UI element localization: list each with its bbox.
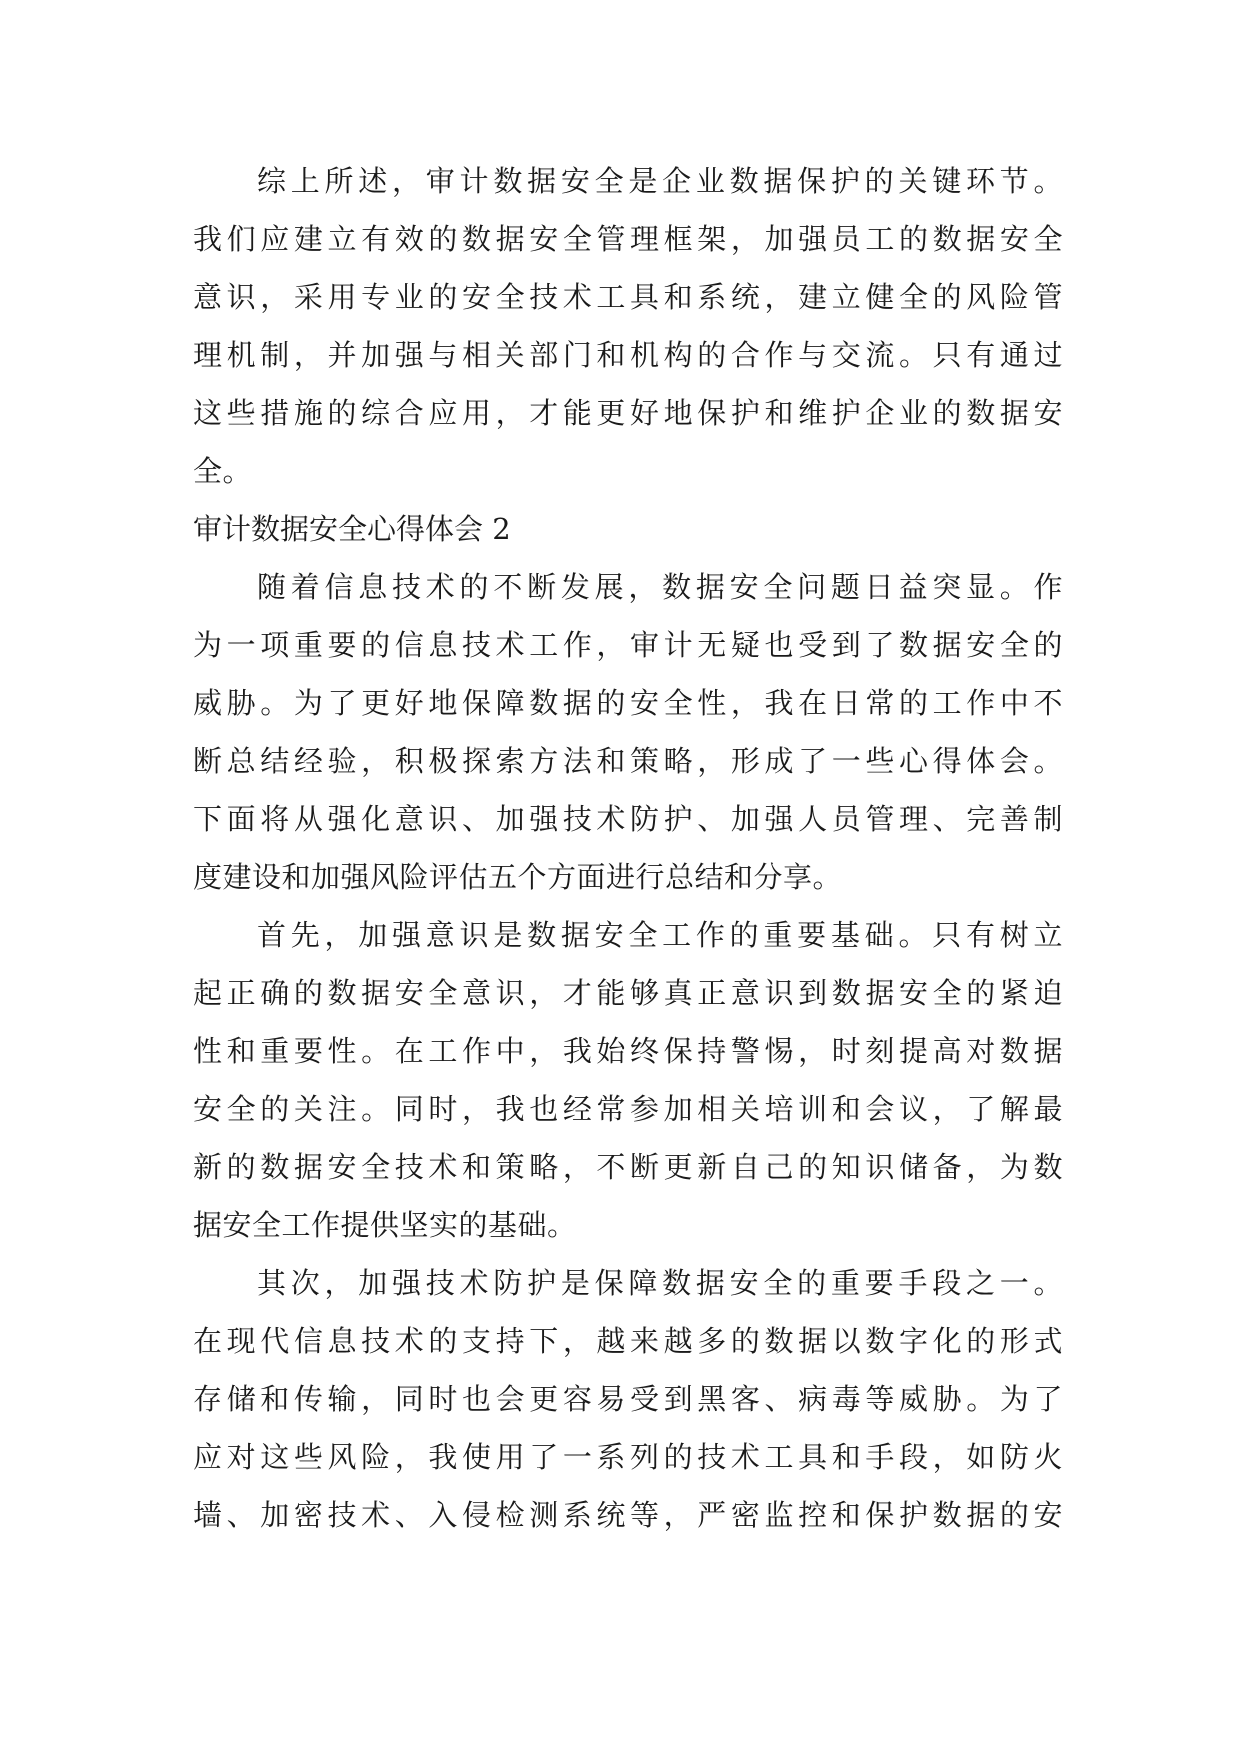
text-line: 存储和传输，同时也会更容易受到黑客、病毒等威胁。为了 [193, 1382, 1063, 1416]
text-line: 这些措施的综合应用，才能更好地保护和维护企业的数据安 [193, 396, 1063, 430]
text-line: 墙、加密技术、入侵检测系统等，严密监控和保护数据的安 [193, 1498, 1063, 1532]
text-line: 在现代信息技术的支持下，越来越多的数据以数字化的形式 [193, 1324, 1063, 1358]
text-line: 应对这些风险，我使用了一系列的技术工具和手段，如防火 [193, 1440, 1063, 1474]
text-line: 为一项重要的信息技术工作，审计无疑也受到了数据安全的 [193, 628, 1063, 662]
text-line: 随着信息技术的不断发展，数据安全问题日益突显。作 [257, 570, 1063, 604]
text-line: 首先，加强意识是数据安全工作的重要基础。只有树立 [257, 918, 1063, 952]
section-heading: 审计数据安全心得体会 2 [193, 512, 511, 546]
document-body [193, 152, 1063, 1544]
text-line: 安全的关注。同时，我也经常参加相关培训和会议，了解最 [193, 1092, 1063, 1126]
text-line: 起正确的数据安全意识，才能够真正意识到数据安全的紧迫 [193, 976, 1063, 1010]
text-line: 全。 [193, 454, 253, 488]
text-line: 下面将从强化意识、加强技术防护、加强人员管理、完善制 [193, 802, 1063, 836]
text-line: 其次，加强技术防护是保障数据安全的重要手段之一。 [257, 1266, 1063, 1300]
text-line: 新的数据安全技术和策略，不断更新自己的知识储备，为数 [193, 1150, 1063, 1184]
text-line: 我们应建立有效的数据安全管理框架，加强员工的数据安全 [193, 222, 1063, 256]
text-line: 综上所述，审计数据安全是企业数据保护的关键环节。 [257, 164, 1063, 198]
text-line: 意识，采用专业的安全技术工具和系统，建立健全的风险管 [193, 280, 1063, 314]
text-line: 理机制，并加强与相关部门和机构的合作与交流。只有通过 [193, 338, 1063, 372]
text-line: 据安全工作提供坚实的基础。 [193, 1208, 577, 1242]
text-line: 性和重要性。在工作中，我始终保持警惕，时刻提高对数据 [193, 1034, 1063, 1068]
text-line: 断总结经验，积极探索方法和策略，形成了一些心得体会。 [193, 744, 1063, 778]
text-line: 威胁。为了更好地保障数据的安全性，我在日常的工作中不 [193, 686, 1063, 720]
text-line: 度建设和加强风险评估五个方面进行总结和分享。 [193, 860, 843, 894]
